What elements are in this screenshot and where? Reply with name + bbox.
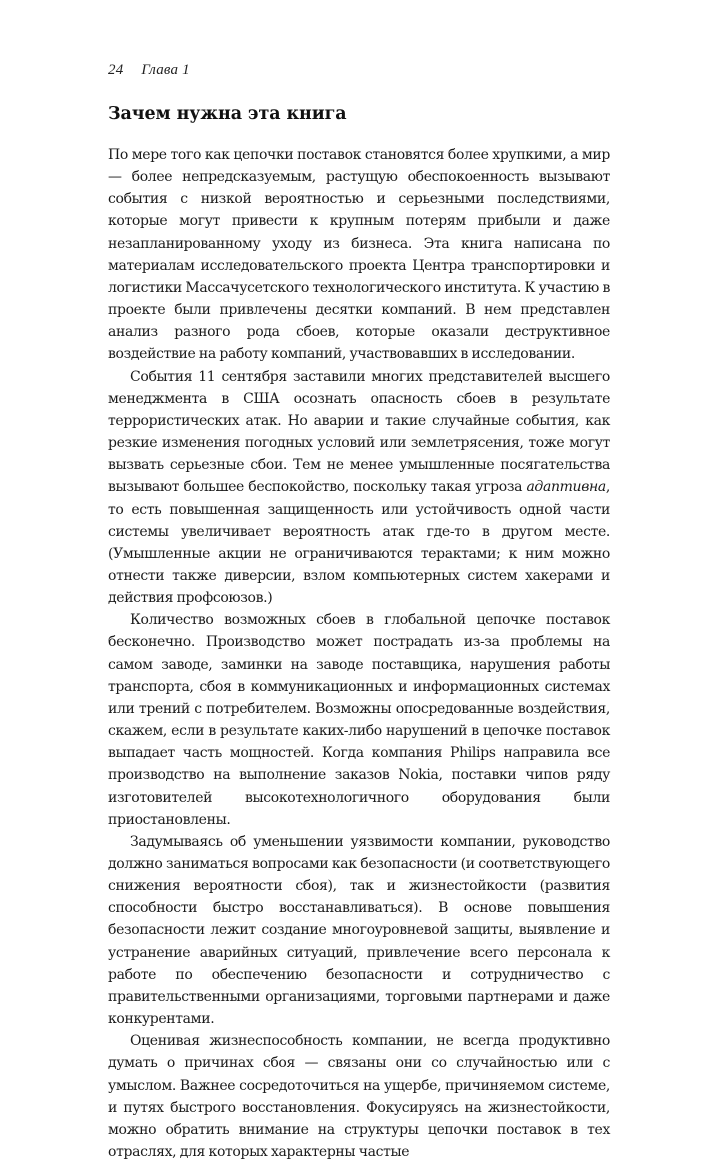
paragraph-2-emphasis: адаптивна (526, 479, 606, 496)
section-title: Зачем нужна эта книга (108, 104, 347, 124)
paragraph-1: По мере того как цепочки поставок становятся более хрупкими, а мир — более непредсказуемым, растущую обеспокоенность вызывают события с низкой вероятностью и серьезными последствиями, которые могут привести к крупным потерям прибыли и даже незапланированному уходу из бизнеса. Эта книга написана по материалам исследовательского проекта Центра транспортировки и логистики Массачусетского технологического института. К участию в проекте были привлечены десятки компаний. В нем представлен анализ разного рода сбоев, которые оказали деструктивное воздействие на работу компаний, участвовавших в исследовании. (108, 147, 610, 363)
paragraph-2-text-before: События 11 сентября заставили многих представителей высшего менеджмента в США осознать опасность сбоев в результате террористических атак. Но аварии и такие случайные события, как резкие изменения погодных условий или землетрясения, тоже могут вызвать серьезные сбои. Тем не менее умышленные посягательства вызывают большее беспокойство, поскольку такая угроза (108, 368, 610, 496)
body-text (108, 144, 610, 1163)
page-number: 24 (108, 62, 124, 78)
paragraph-4: Задумываясь об уменьшении уязвимости компании, руководство должно заниматься вопросами как безопасности (и соответствующего снижения вероятности сбоя), так и жизнестойкости (развития способности быстро восстанавливаться). В основе повышения безопасности лежит создание многоуровневой защиты, выявление и устранение аварийных ситуаций, привлечение всего персонала к работе по обеспечению безопасности и сотрудничество с правительственными организациями, торговыми партнерами и даже конкурентами. (108, 833, 610, 1028)
paragraph-2-text-after: , то есть повышенная защищенность или устойчивость одной части системы увеличивает вероятность атак где-то в другом месте. (Умышленные акции не ограничиваются терактами; к ним можно отнести также диверсии, взлом компьютерных систем хакерами и действия профсоюзов.) (108, 479, 610, 607)
paragraph-3: Количество возможных сбоев в глобальной цепочке поставок бесконечно. Производство может пострадать из-за проблемы на самом заводе, заминки на заводе поставщика, нарушения работы транспорта, сбоя в коммуникационных и информационных системах или трений с потребителем. Возможны опосредованные воздействия, скажем, если в результате каких-либо нарушений в цепочке поставок выпадает часть мощностей. Когда компания Philips направила все производство на выполнение заказов Nokia, поставки чипов ряду изготовителей высокотехнологичного оборудования были приостановлены. (108, 612, 610, 828)
chapter-label: Глава 1 (141, 62, 190, 78)
paragraph-5: Оценивая жизнеспособность компании, не всегда продуктивно думать о причинах сбоя — связаны они со случайностью или с умыслом. Важнее сосредоточиться на ущербе, причиняемом системе, и путях быстрого восстановления. Фокусируясь на жизнестойкости, можно обратить внимание на структуры цепочки поставок в тех отраслях, для которых характерны частые (108, 1033, 610, 1161)
running-head (108, 62, 190, 79)
paragraph-2 (108, 366, 610, 610)
